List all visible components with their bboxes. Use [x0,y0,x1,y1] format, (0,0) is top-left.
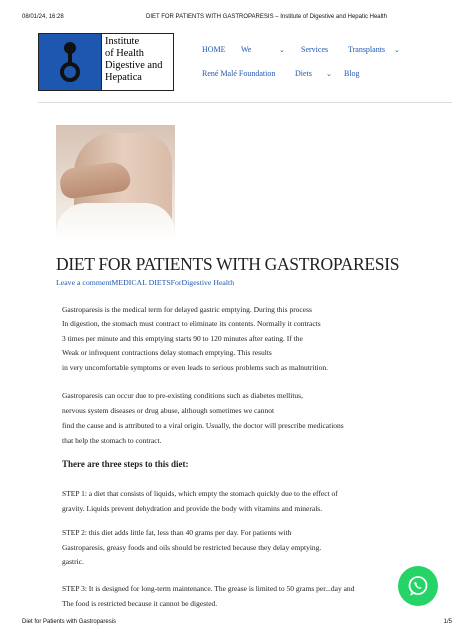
text-line: 3 times per minute and this emptying starts 90 to 120 minutes after eating. If the [62,333,303,343]
text-line: gravity. Liquids prevent dehydration and provide the body with vitamins and minerals. [62,503,323,513]
nav-foundation[interactable]: René Malé Foundation [202,69,276,78]
nav-diets[interactable]: Diets [295,69,312,78]
whatsapp-icon [406,574,430,598]
article-meta-links[interactable]: Leave a commentMEDICAL DIETSForDigestive Health [56,278,235,287]
text-line: In digestion, the stomach must contract to eliminate its contents. Normally it contracts [62,319,321,329]
whatsapp-button[interactable] [398,566,438,606]
text-line: in very uncomfortable symptoms or even leads to serious problems such as malnutrition. [62,362,328,372]
article-title: DIET FOR PATIENTS WITH GASTROPARESIS [56,254,400,274]
nav-blog[interactable]: Blog [344,69,360,78]
print-footer-title: Diet for Patients with Gastroparesis [22,619,117,625]
logo-line: Digestive and [105,60,163,71]
nav-transplants[interactable]: Transplants [348,45,386,54]
logo-text [101,34,173,90]
article-featured-image [56,125,175,238]
text-line: Gastroparesis can occur due to pre-existing conditions such as diabetes mellitus, [62,391,303,400]
paragraph-step-3 [62,582,382,611]
nav-we-label: We [241,45,252,54]
logo-line: Institute [105,36,140,47]
text-line: gastric. [62,557,84,566]
chevron-down-icon[interactable]: ⌄ [326,70,332,78]
page-number: 1/5 [443,619,452,625]
nav-home[interactable]: HOME [202,45,226,54]
chevron-down-icon[interactable]: ⌄ [279,46,285,54]
text-line: STEP 1: a diet that consists of liquids, which empty the stomach quickly due to the effect of [62,489,338,498]
text-line: Weak or infrequent contractions delay stomach emptying. This results [62,348,272,358]
text-line: nervous system diseases or drug abuse, although sometimes we cannot [62,406,275,415]
print-date: 08/01/24, 16:28 [22,14,64,20]
text-line: Gastroparesis is the medical term for delayed gastric emptying. During this process [62,305,312,314]
logo-line: Hepatica [105,72,142,83]
paragraph-step-1 [62,487,382,516]
site-logo[interactable] [38,33,174,91]
paragraph-causes [62,388,382,448]
print-page-title: DIET FOR PATIENTS WITH GASTROPARESIS – Institute of Digestive and Hepatic Health [146,14,387,20]
nav-we[interactable] [241,45,251,54]
nav-services[interactable]: Services [301,45,329,54]
text-line: The food is restricted because it cannot be digested. [62,598,218,608]
text-line: STEP 2: this diet adds little fat, less than 40 grams per day. For patients with [62,528,292,537]
text-line: STEP 3: It is designed for long-term maintenance. The grease is limited to 50 grams per...day and [62,584,355,593]
text-line: that help the stomach to contract. [62,436,162,445]
steps-heading: There are three steps to this diet: [62,459,189,469]
chevron-down-icon[interactable]: ⌄ [394,46,400,54]
text-line: find the cause and is attributed to a viral origin. Usually, the doctor will prescribe medications [62,421,344,430]
paragraph-intro [62,303,382,375]
text-line: Gastroparesis, greasy foods and oils should be restricted because they delay emptying. [62,542,322,552]
header-divider [38,102,452,103]
logo-emblem-icon [39,34,101,90]
logo-line: of Health [105,48,144,59]
paragraph-step-2 [62,526,382,570]
